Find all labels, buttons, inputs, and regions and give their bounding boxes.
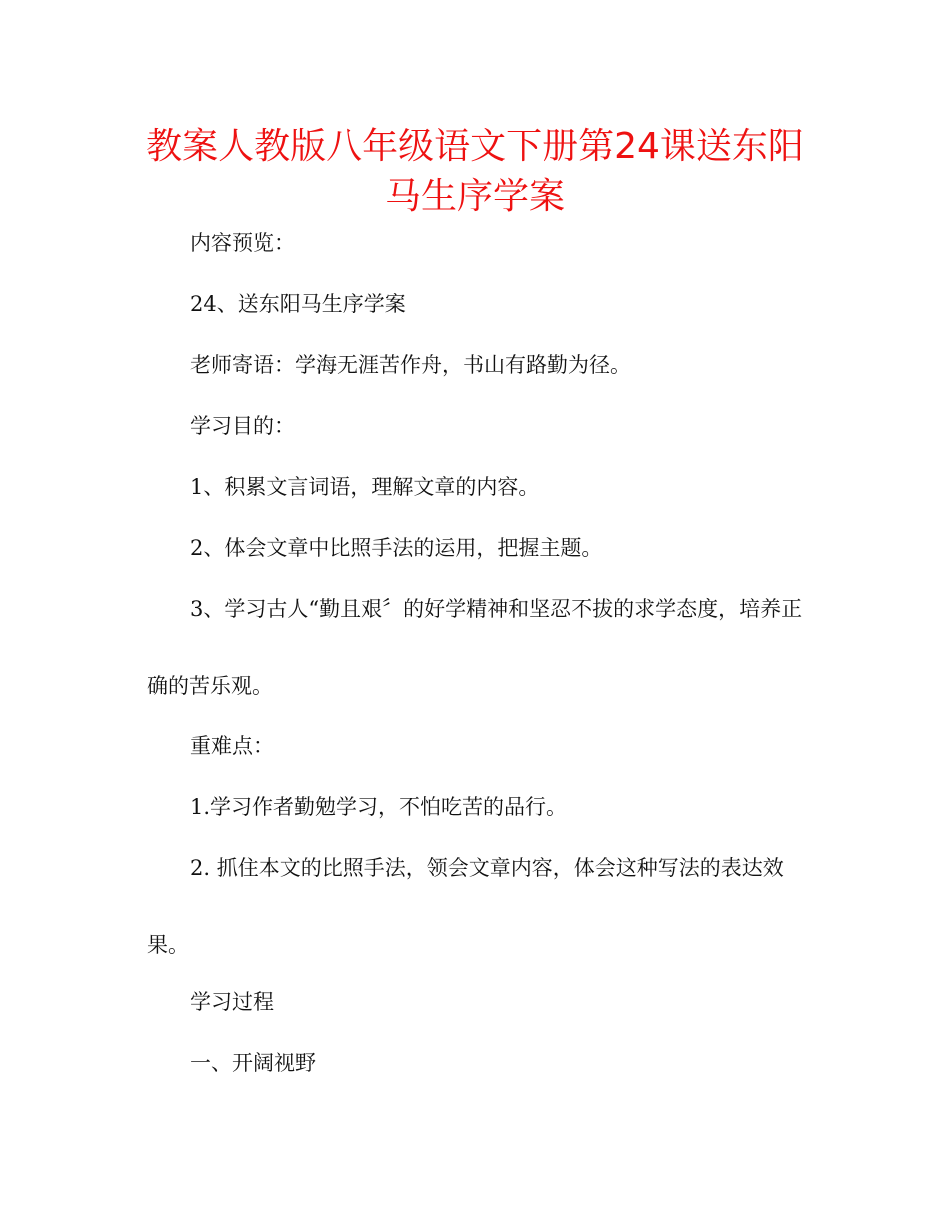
paragraph-objective-2: 2、体会文章中比照手法的运用，把握主题。	[190, 536, 603, 560]
paragraph-objective-1: 1、积累文言词语，理解文章的内容。	[190, 475, 540, 499]
paragraph-preview-label: 内容预览：	[190, 231, 295, 255]
paragraph-key-point-1: 1.学习作者勤勉学习，不怕吃苦的品行。	[190, 795, 568, 819]
paragraph-key-points-label: 重难点：	[190, 734, 274, 758]
paragraph-process-label: 学习过程	[190, 990, 274, 1014]
paragraph-teacher-message: 老师寄语：学海无涯苦作舟，书山有路勤为径。	[190, 353, 631, 377]
paragraph-section-1-heading: 一、开阔视野	[190, 1051, 316, 1075]
paragraph-objectives-label: 学习目的：	[190, 414, 295, 438]
document-title: 教案人教版八年级语文下册第24课送东阳马生序学案	[146, 126, 804, 217]
paragraph-lesson-heading: 24、送东阳马生序学案	[190, 292, 406, 316]
paragraph-key-point-2: 2. 抓住本文的比照手法，领会文章内容，体会这种写法的表达效果。	[147, 856, 784, 957]
paragraph-objective-3: 3、学习古人“勤且艰〞的好学精神和坚忍不拔的求学态度，培养正确的苦乐观。	[147, 597, 803, 698]
